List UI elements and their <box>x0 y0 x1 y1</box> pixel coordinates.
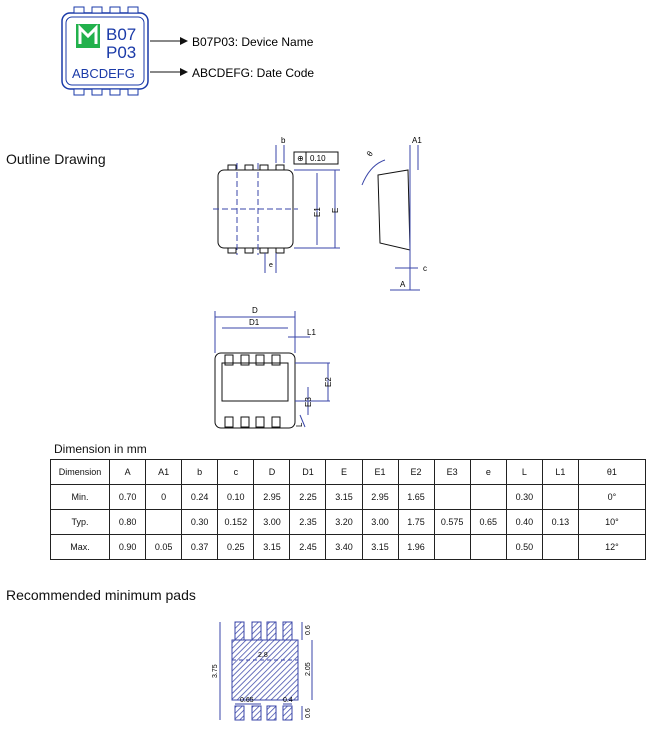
table-header-cell: θ1 <box>578 460 645 485</box>
table-cell: 0.575 <box>434 510 470 535</box>
table-header-cell: A1 <box>146 460 182 485</box>
pad-dim-pitch: 0.65 <box>240 697 254 704</box>
table-header-cell: E3 <box>434 460 470 485</box>
dim-A1-label: A1 <box>412 136 422 145</box>
table-cell: 2.35 <box>290 510 326 535</box>
table-cell: 0.50 <box>506 535 542 560</box>
table-cell: Typ. <box>51 510 110 535</box>
side-view <box>362 145 420 290</box>
brand-logo <box>76 24 100 48</box>
table-row <box>51 510 646 535</box>
dim-b-label: b <box>281 136 286 145</box>
table-header-cell: b <box>182 460 218 485</box>
dim-L-label: L <box>295 422 304 427</box>
table-header-cell: e <box>470 460 506 485</box>
tolerance-label: 0.10 <box>310 154 326 163</box>
table-cell: 0.30 <box>506 485 542 510</box>
table-cell: 0.05 <box>146 535 182 560</box>
table-cell <box>542 535 578 560</box>
table-header-cell: A <box>110 460 146 485</box>
table-cell <box>542 485 578 510</box>
table-header-cell: L <box>506 460 542 485</box>
table-cell: 3.00 <box>362 510 398 535</box>
table-cell <box>470 485 506 510</box>
arrow-head-icon <box>180 68 188 76</box>
table-cell: Max. <box>51 535 110 560</box>
table-cell <box>470 535 506 560</box>
table-cell <box>434 485 470 510</box>
marking-line1: B07 <box>106 25 137 44</box>
table-cell: 3.00 <box>254 510 290 535</box>
table-cell <box>146 510 182 535</box>
table-cell: 2.45 <box>290 535 326 560</box>
pad-dim-inner: 2.05 <box>305 662 312 676</box>
table-cell: 3.15 <box>326 485 362 510</box>
marking-arrows <box>150 41 180 72</box>
dim-theta-label: θ <box>364 149 375 158</box>
dim-E2-label: E2 <box>324 377 333 387</box>
dim-E1-label: E1 <box>313 207 322 217</box>
pad-dim-total: 3.75 <box>212 664 219 678</box>
table-cell: 1.65 <box>398 485 434 510</box>
pads-title: Recommended minimum pads <box>6 587 196 603</box>
table-cell: Min. <box>51 485 110 510</box>
dim-D1-label: D1 <box>249 318 260 327</box>
pads-diagram <box>200 612 330 728</box>
table-cell: 0.40 <box>506 510 542 535</box>
dim-e-label: e <box>269 262 273 269</box>
pad-dim-pad-width: 0.4 <box>283 697 293 704</box>
table-cell: 2.25 <box>290 485 326 510</box>
table-cell <box>434 535 470 560</box>
table-cell: 0.10 <box>218 485 254 510</box>
table-cell: 3.15 <box>254 535 290 560</box>
table-cell: 10° <box>578 510 645 535</box>
dim-D-label: D <box>252 306 258 315</box>
table-cell: 0.30 <box>182 510 218 535</box>
pad-dim-bottom: 0.6 <box>305 708 312 718</box>
marking-line2: P03 <box>106 43 137 62</box>
table-cell: 3.20 <box>326 510 362 535</box>
marking-diagram <box>0 0 646 100</box>
dim-L1-label: L1 <box>307 328 316 337</box>
table-cell: 0.65 <box>470 510 506 535</box>
table-cell: 0.90 <box>110 535 146 560</box>
dim-E-label: E <box>331 207 340 213</box>
table-header-cell: c <box>218 460 254 485</box>
outline-drawing <box>190 125 450 445</box>
device-name-label: B07P03: Device Name <box>192 35 314 49</box>
table-cell: 0 <box>146 485 182 510</box>
table-header-cell: Dimension <box>51 460 110 485</box>
table-cell: 0.37 <box>182 535 218 560</box>
table-cell: 3.40 <box>326 535 362 560</box>
arrow-head-icon <box>180 37 188 45</box>
date-code-label: ABCDEFG: Date Code <box>192 66 315 80</box>
flatness-icon: ⊕ <box>297 154 304 163</box>
outline-title: Outline Drawing <box>6 151 106 167</box>
pad-group <box>232 622 298 720</box>
dim-E3-label: E3 <box>304 397 313 407</box>
table-cell: 0.152 <box>218 510 254 535</box>
dimension-title: Dimension in mm <box>54 442 147 456</box>
table-cell: 0.25 <box>218 535 254 560</box>
table-header-cell: D1 <box>290 460 326 485</box>
table-cell: 1.96 <box>398 535 434 560</box>
pad-dim-top: 0.6 <box>305 625 312 635</box>
dim-c-label: c <box>423 264 427 273</box>
table-cell: 0.13 <box>542 510 578 535</box>
table-row <box>51 485 646 510</box>
table-cell: 3.15 <box>362 535 398 560</box>
table-row <box>51 535 646 560</box>
table-cell: 12° <box>578 535 645 560</box>
table-header-cell: E <box>326 460 362 485</box>
table-header-cell: E2 <box>398 460 434 485</box>
table-header-row <box>51 460 646 485</box>
table-header-cell: L1 <box>542 460 578 485</box>
pad-dim-width: 2.8 <box>258 652 268 659</box>
table-cell: 0.80 <box>110 510 146 535</box>
table-cell: 2.95 <box>362 485 398 510</box>
table-cell: 1.75 <box>398 510 434 535</box>
table-cell: 0.70 <box>110 485 146 510</box>
table-cell: 2.95 <box>254 485 290 510</box>
dimension-table <box>50 459 646 560</box>
table-header-cell: E1 <box>362 460 398 485</box>
table-cell: 0° <box>578 485 645 510</box>
table-cell: 0.24 <box>182 485 218 510</box>
table-header-cell: D <box>254 460 290 485</box>
marking-date-code: ABCDEFG <box>72 66 135 81</box>
dim-A-label: A <box>400 280 406 289</box>
